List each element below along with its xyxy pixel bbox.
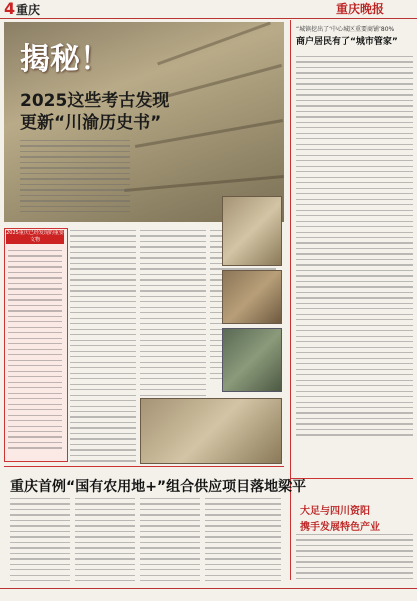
- body-column-1: [70, 230, 136, 466]
- divider-vertical: [290, 20, 291, 580]
- photo-artifact-3: [222, 328, 282, 392]
- section-name: 重庆: [16, 3, 41, 17]
- right-bottom-headline-2: 携手发展特色产业: [300, 522, 380, 533]
- bottom-article-headline: 重庆首例“国有农用地+”组合供应项目落地梁平: [10, 479, 307, 495]
- bottom-col-4: [205, 498, 281, 586]
- divider-bottom: [4, 466, 284, 467]
- bottom-col-3: [140, 498, 200, 586]
- right-article-kicker: “城镇挖出了‘中心城区重要商铺’80%: [296, 26, 395, 33]
- divider-right-bottom: [290, 478, 413, 479]
- hero-lead-text-lines: [20, 140, 130, 217]
- right-bottom-text-lines: [296, 534, 413, 583]
- sidebar-title: 2025重庆已经发现的重要文物: [6, 230, 64, 243]
- photo-site-wide: [140, 398, 282, 464]
- hero-headline-line1: 2025这些考古发现: [20, 91, 170, 111]
- masthead-logo: 重庆晚报: [336, 2, 385, 16]
- hero-headline-exclaim: 揭秘！: [20, 42, 110, 77]
- photo-artifact-2: [222, 270, 282, 324]
- right-article-text-lines: [296, 56, 413, 440]
- right-article-headline: 商户居民有了“城市管家”: [296, 37, 398, 47]
- section-number: 4: [4, 0, 16, 18]
- photo-artifact-1: [222, 196, 282, 266]
- hero-headline-line2: 更新“川渝历史书”: [20, 113, 162, 133]
- sidebar-text-lines: [8, 250, 62, 453]
- bottom-col-2: [75, 498, 135, 586]
- page-footer: [0, 588, 417, 601]
- bottom-col-1: [10, 498, 70, 586]
- right-bottom-headline-1: 大足与四川资阳: [300, 506, 370, 517]
